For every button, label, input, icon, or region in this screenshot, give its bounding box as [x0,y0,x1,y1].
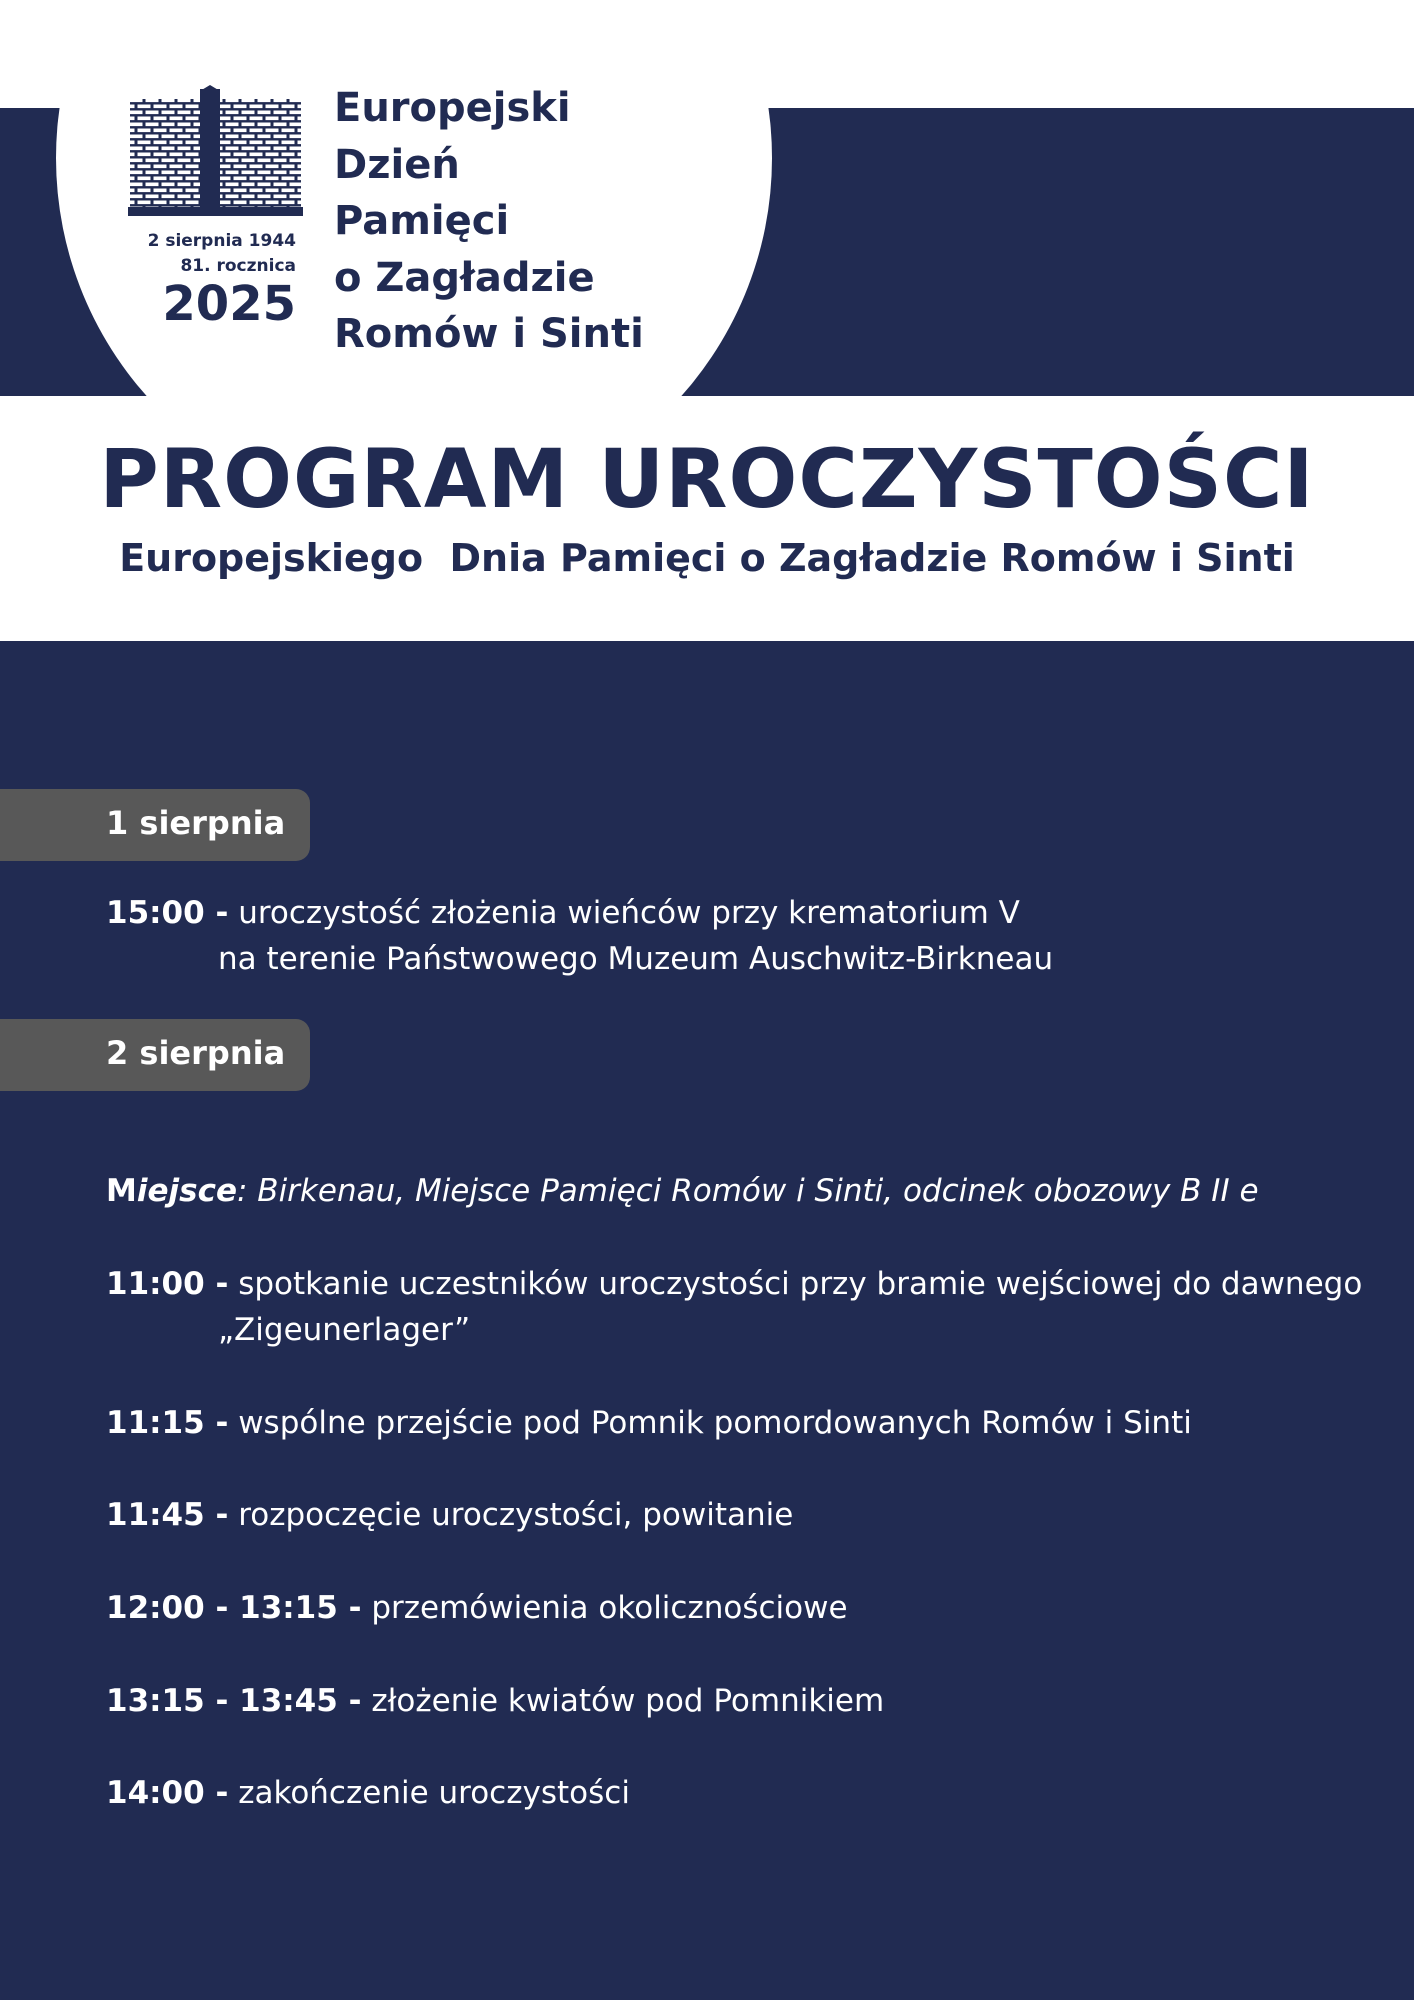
schedule-text: złożenie kwiatów pod Pomnikiem [371,1683,885,1719]
date-tab-day1: 1 sierpnia [0,789,310,861]
schedule-row [106,1492,793,1538]
schedule-text-continued: na terenie Państwowego Muzeum Auschwitz-Birkneau [218,941,1054,977]
schedule-row [106,1585,848,1631]
schedule-text: wspólne przejście pod Pomnik pomordowanych Romów i Sinti [238,1405,1192,1441]
logo-date-line: 2 sierpnia 1944 [147,231,296,251]
schedule-time: 12:00 - 13:15 - [106,1590,362,1626]
event-title-line: Pamięci [334,198,510,244]
place-label: iejsce [136,1173,237,1209]
event-title-line: Dzień [334,141,460,188]
schedule-text: przemówienia okolicznościowe [371,1590,848,1626]
event-title-line: Europejski [334,85,571,131]
schedule-row [106,890,1020,936]
date-tab-day2: 2 sierpnia [0,1019,310,1091]
schedule-text: uroczystość złożenia wieńców przy krematorium V [238,895,1020,931]
schedule-text: spotkanie uczestników uroczystości przy bramie wejściowej do dawnego [238,1266,1363,1302]
schedule-time: 13:15 - 13:45 - [106,1683,362,1719]
logo-anniversary: 81. rocznica [180,256,296,276]
schedule-row [106,1678,884,1724]
logo-year: 2025 [162,276,296,332]
place-value: : Birkenau, Miejsce Pamięci Romów i Sinti, odcinek obozowy B II e [237,1173,1259,1209]
event-title-line: o Zagładzie [334,254,595,301]
schedule-text: rozpoczęcie uroczystości, powitanie [238,1497,794,1533]
program-title: PROGRAM UROCZYSTOŚCI [99,433,1315,527]
schedule-time: 11:00 - [106,1266,229,1302]
schedule-row [106,1770,630,1816]
schedule-text: zakończenie uroczystości [238,1775,630,1811]
event-title-line: Romów i Sinti [334,311,644,357]
place-line [106,1168,1259,1214]
schedule-time: 15:00 - [106,895,229,931]
schedule-time: 14:00 - [106,1775,229,1811]
schedule-row [106,1400,1192,1446]
schedule-row [106,1261,1362,1307]
place-prefix: M [106,1173,137,1209]
event-title [334,80,644,363]
schedule-text-continued: „Zigeunerlager” [218,1312,471,1348]
memorial-wall-icon [128,85,303,220]
schedule-time: 11:15 - [106,1405,229,1441]
schedule-time: 11:45 - [106,1497,229,1533]
program-subtitle: Europejskiego Dnia Pamięci o Zagładzie Romów i Sinti [119,536,1295,580]
logo-date-text [120,229,296,279]
